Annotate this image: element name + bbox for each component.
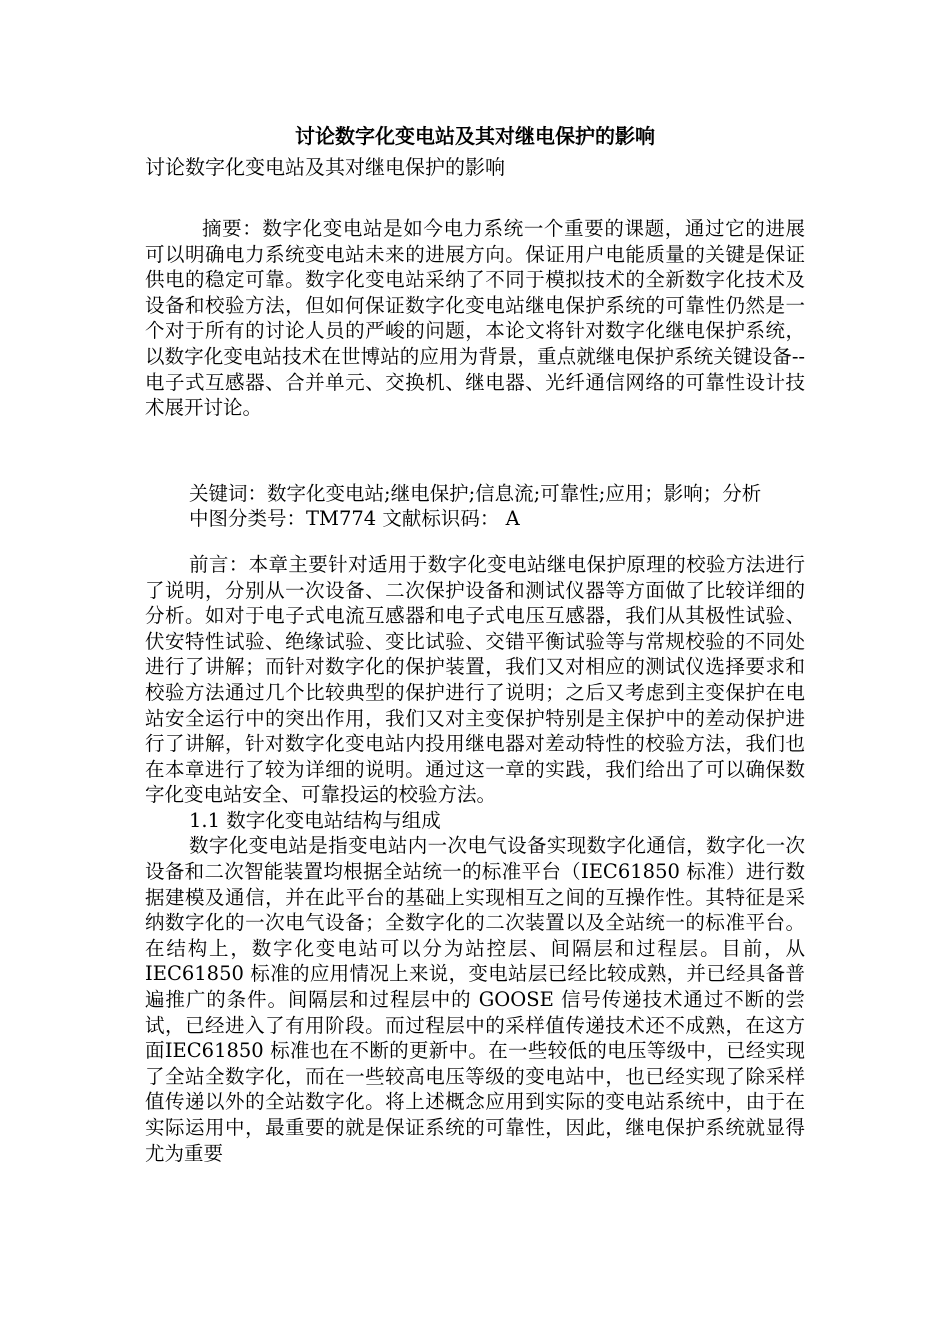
keywords-paragraph: 关键词：数字化变电站;继电保护;信息流;可靠性;应用；影响；分析 (189, 481, 762, 505)
section-heading: 1.1 数字化变电站结构与组成 (189, 808, 441, 832)
spacer (145, 421, 805, 481)
classification-line: 中图分类号：TM774 文献标识码： A (189, 507, 520, 531)
document-title: 讨论数字化变电站及其对继电保护的影响 (295, 124, 655, 148)
section-body-paragraph: 数字化变电站是指变电站内一次电气设备实现数字化通信，数字化一次设备和二次智能装置均根据全站统一的标准平台（IEC61850 标准）进行数据建模及通信，并在此平台的基础上实现相互之间的互操作性。其特征是采纳数字化的一次电气设备；全数字化的二次装置以及全站统一的标准平台。在结构上，数字化变电站可以分为站控层、间隔层和过程层。目前，从 IEC61850 标准的应用情况上来说，变电站层已经比较成熟，并已经具备普遍推广的条件。间隔层和过程层中的 GOOSE 信号传递技术通过不断的尝试，已经进入了有用阶段。而过程层中的采样值传递技术还不成熟，在这方面IEC61850 标准也在不断的更新中。在一些较低的电压等级中，已经实现了全站全数字化，而在一些较高电压等级的变电站中，也已经实现了除采样值传递以外的全站数字化。将上述概念应用到实际的变电站系统中，由于在实际运用中，最重要的就是保证系统的可靠性，因此，继电保护系统就显得尤为重要 (145, 834, 805, 1165)
preface-paragraph: 前言：本章主要针对适用于数字化变电站继电保护原理的校验方法进行了说明，分别从一次设备、二次保护设备和测试仪器等方面做了比较详细的分析。如对于电子式电流互感器和电子式电压互感器，我们从其极性试验、伏安特性试验、绝缘试验、变比试验、交错平衡试验等与常规校验的不同处进行了讲解；而针对数字化的保护装置，我们又对相应的测试仪选择要求和校验方法通过几个比较典型的保护进行了说明；之后又考虑到主变保护在电站安全运行中的突出作用，我们又对主变保护特别是主保护中的差动保护进行了讲解，针对数字化变电站内投用继电器对差动特性的校验方法，我们也在本章进行了较为详细的说明。通过这一章的实践，我们给出了可以确保数字化变电站安全、可靠投运的校验方法。 (145, 552, 805, 807)
abstract-paragraph: 摘要：数字化变电站是如今电力系统一个重要的课题，通过它的进展可以明确电力系统变电站未来的进展方向。保证用户电能质量的关键是保证供电的稳定可靠。数字化变电站采纳了不同于模拟技术的全新数字化技术及设备和校验方法，但如何保证数字化变电站继电保护系统的可靠性仍然是一个对于所有的讨论人员的严峻的问题，本论文将针对数字化继电保护系统，以数字化变电站技术在世博站的应用为背景，重点就继电保护系统关键设备--电子式互感器、合并单元、交换机、继电器、光纤通信网络的可靠性设计技术展开讨论。 (145, 217, 805, 420)
document-content (145, 120, 805, 1166)
document-subtitle: 讨论数字化变电站及其对继电保护的影响 (145, 155, 505, 179)
spacer (145, 182, 805, 216)
spacer (145, 532, 805, 552)
